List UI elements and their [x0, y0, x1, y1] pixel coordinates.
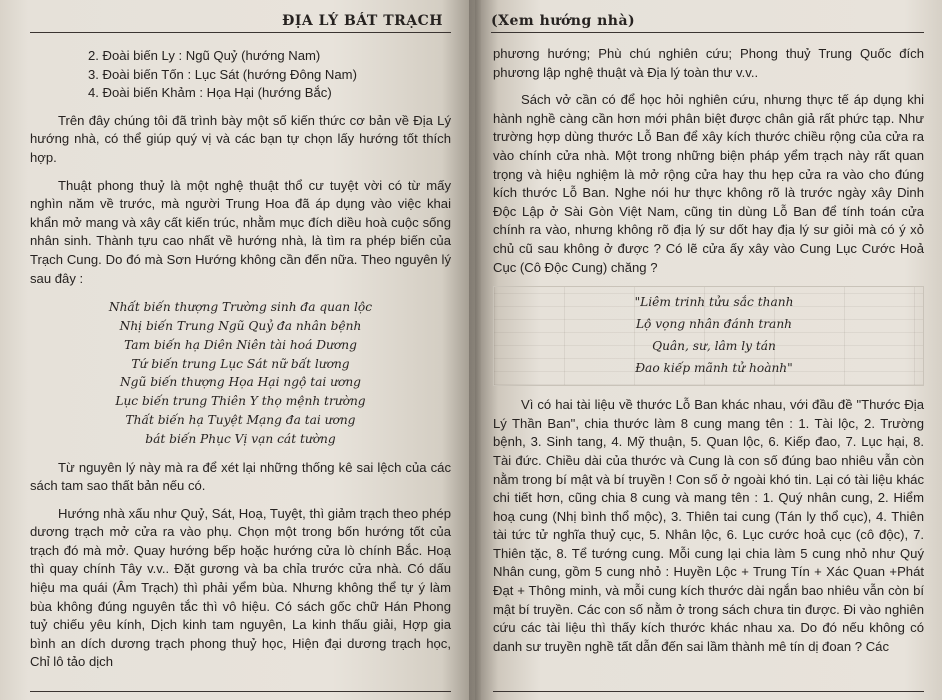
left-bottom-rule	[30, 691, 451, 693]
verse-line: "Liêm trinh tửu sắc thanh	[634, 295, 794, 310]
poem-line: Nhất biến thượng Trường sinh đa quan lộc	[108, 300, 373, 315]
paragraph: Trên đây chúng tôi đã trình bày một số kiến thức cơ bản về Địa Lý hướng nhà, có thể giúp quý vị và các bạn tự chọn lấy hướng tốt thích hợp.	[30, 112, 451, 165]
paragraph: Hướng nhà xấu như Quỷ, Sát, Hoạ, Tuyệt, thì giảm trạch theo phép dương trạch mở cửa ra vào phụ. Chọn một trong bốn hướng tốt của trạch đó mà mở. Quay hướng bếp hoặc hướng cửa lò chính Bắc. Hoạ thì quay chính Tây v.v.. Đặt gương và ba chỉa trước cửa nhà. Có dấu hiệu ma quái (Âm Trạch) thì phải yểm bùa. Nhưng không thể tự ý làm bùa không đúng nguyên tắc thì vô hiệu. Có sách gốc chữ Hán Phong tuỷ chiếu yêu kính, Dịch kinh tam nguyên, La kinh thấu giải, Hợp gia bình an dích dương trạch phong thuỷ học, Hiện đại dương trạch học, Chỉ lô tảo dịch	[30, 505, 451, 670]
left-page-body	[30, 47, 451, 672]
paragraph: Thuật phong thuỷ là một nghệ thuật thổ cư tuyệt vời có từ mấy nghìn năm về trước, mà người Trung Hoa đã áp dụng vào việc khai khẩn mở mang và xây cất kiến trúc, nhằm mục đích diều hoà cuộc sống nhân sinh. Thành tựu cao nhất về hướng nhà, là tìm ra phép biến của Trạch Cung. Do đó mà Sơn Hướng không cần đến nữa. Theo nguyên lý sau đây :	[30, 177, 451, 286]
paragraph: phương hướng; Phù chú nghiên cứu; Phong thuỷ Trung Quốc đích phương lập nghệ thuật và Địa lý toàn thư v.v..	[493, 46, 924, 80]
transformation-list	[30, 47, 451, 103]
verse	[624, 291, 804, 379]
verse-line: Lộ vọng nhân đánh tranh	[635, 317, 793, 332]
poem-line: Lục biến trung Thiên Y thọ mệnh trường	[115, 394, 366, 409]
poem-line: Tứ biến trung Lục Sát nữ bất lương	[131, 356, 350, 371]
poem-line: Nhị biến Trung Ngũ Quỷ đa nhân bệnh	[119, 318, 362, 333]
list-item: 4. Đoài biến Khảm : Họa Hại (hướng Bắc)	[88, 85, 332, 101]
book-gutter	[469, 0, 481, 700]
poem-line: bát biến Phục Vị vạn cát tường	[145, 431, 336, 446]
poem-line: Ngũ biến thượng Họa Hại ngộ tai ương	[120, 375, 361, 390]
verse-box	[493, 286, 924, 386]
paragraph: Từ nguyên lý này mà ra để xét lại những thống kê sai lệch của các sách tam sao thất bản nếu có.	[30, 459, 451, 494]
principle-poem	[30, 298, 451, 448]
paragraph: Vì có hai tài liệu về thước Lỗ Ban khác nhau, với đầu đề "Thước Địa Lý Thần Ban", chia thước làm 8 cung mang tên : 1. Tài lộc, 2. Trường bệnh, 3. Sinh tang, 4. Mỹ thuận, 5. Quan lộc, 6. Kiếp đao, 7. Lục hại, 8. Tài đức. Chiều dài của thước và Cung là con số đúng bao nhiêu vẫn còn nằm trong bí mật và bí truyền ! Con số ở ngoài khó tin. Lại có tài liệu khác chi tiết hơn, cũng chia 8 cung và mang tên : 1. Quý nhân cung, 2. Hiểm hoạ cung (Nhị bình thổ mộc), 3. Thiên tai cung (Tán ly thổ cục), 4. Thiên tài tức tử nghĩa thuỷ cục, 5. Nhân lộc, 6. Lục cước hoả cục (cô độc), 7. Thiên tặc, 8. Tể tướng cung. Mỗi cung lại chia làm 5 cung nhỏ như Quý Nhân cung, gồm 5 cung nhỏ : Huyền Lộc + Trung Tín + Xác Quan +Phát Đạt + Thông minh, và mỗi cung kích thước dài ngắn bao nhiêu vẫn còn bí mật bí truyền. Các con số nằm ở trong sách chưa tin được. Đi vào nghiên cứu các tài liệu thì thấy kích thước khác nhau xa. Do đó nếu không có danh sư truyền nghề tất dẫn đến sai lầm thành mê tín dị đoan ? Các	[493, 397, 924, 654]
verse-line: Đao kiếp mãnh tử hoành"	[635, 361, 793, 376]
paragraph: Sách vở cần có để học hỏi nghiên cứu, nhưng thực tế áp dụng khi hành nghề càng cần hơn mới phân biệt được chân giả rất phức tạp. Như trường hợp dùng thước Lỗ Ban để xây kích thước chiều rộng của cửa ra vào chính cửa nhà. Một trong những biện pháp yểm trạch này rất quan trọng và hiệu nghiệm là mở rộng cửa hay thu hẹp cửa ra vào cho đúng kích thước Lỗ Ban. Nghe nói hư thực không rõ là trước ngày xây Dinh Độc Lập ở Sài Gòn Việt Nam, cũng tin dùng Lỗ Ban để tính toán cửa chính ra vào, nhưng không rõ địa lý sư dốt hay địa lý sư giỏi mà có ý xỏ chủ cũ sau không ở được ? Có lẽ cửa ấy xây vào Cung Lục Cước Hoả Cục (Cô Độc Cung) chăng ?	[493, 92, 924, 275]
right-page	[475, 0, 942, 700]
list-item: 3. Đoài biến Tốn : Lục Sát (hướng Đông Nam)	[88, 66, 357, 82]
verse-line: Quân, sư, lâm ly tán	[652, 339, 776, 354]
poem-line: Tam biến hạ Diên Niên tài hoá Dương	[124, 337, 357, 352]
list-item: 2. Đoài biến Ly : Ngũ Quỷ (hướng Nam)	[88, 48, 321, 63]
right-running-head: (Xem hướng nhà)	[491, 8, 924, 33]
poem-line: Thất biến hạ Tuyệt Mạng đa tai ương	[125, 412, 356, 427]
left-running-head: ĐỊA LÝ BÁT TRẠCH	[30, 8, 451, 33]
right-page-body	[493, 45, 924, 656]
right-bottom-rule	[493, 691, 924, 693]
